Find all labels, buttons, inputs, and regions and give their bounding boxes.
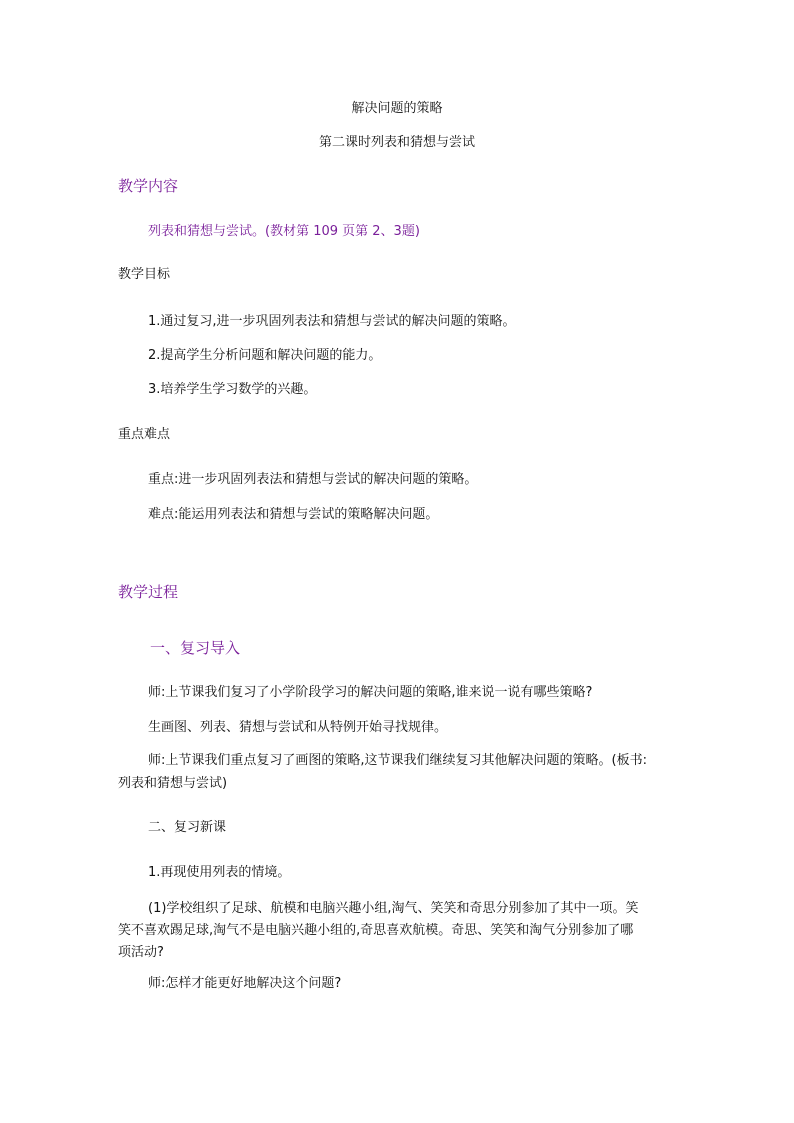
part2-heading: 二、复习新课 [148, 820, 227, 835]
part1-heading: 一、复习导入 [150, 639, 241, 657]
part2-item: 1.再现使用列表的情境。 [148, 865, 291, 880]
key-points-heading: 重点难点 [118, 427, 171, 442]
dialogue-line: 师:上节课我们重点复习了画图的策略,这节课我们继续复习其他解决问题的策略。(板书: [148, 753, 647, 768]
teaching-goals-heading: 教学目标 [118, 267, 171, 282]
difficult-point-text: 难点:能运用列表法和猜想与尝试的策略解决问题。 [148, 507, 439, 522]
document-title: 解决问题的策略 [351, 101, 443, 116]
document-subtitle: 第二课时列表和猜想与尝试 [318, 135, 475, 150]
problem-line: 笑不喜欢踢足球,淘气不是电脑兴趣小组的,奇思喜欢航模。奇思、笑笑和淘气分别参加了哪 [118, 923, 634, 938]
problem-line: (1)学校组织了足球、航模和电脑兴趣小组,淘气、笑笑和奇思分别参加了其中一项。笑 [148, 901, 639, 916]
goal-item: 3.培养学生学习数学的兴趣。 [148, 382, 317, 397]
dialogue-line: 生画图、列表、猜想与尝试和从特例开始寻找规律。 [148, 720, 448, 735]
problem-line: 项活动? [118, 945, 164, 960]
teaching-content-heading: 教学内容 [118, 177, 179, 195]
dialogue-line: 列表和猜想与尝试) [118, 776, 228, 791]
goal-item: 2.提高学生分析问题和解决问题的能力。 [148, 348, 382, 363]
teacher-question: 师:怎样才能更好地解决这个问题? [148, 976, 342, 991]
goal-item: 1.通过复习,进一步巩固列表法和猜想与尝试的解决问题的策略。 [148, 314, 516, 329]
dialogue-line: 师:上节课我们复习了小学阶段学习的解决问题的策略,谁来说一说有哪些策略? [148, 685, 593, 700]
teaching-process-heading: 教学过程 [118, 583, 179, 601]
key-point-text: 重点:进一步巩固列表法和猜想与尝试的解决问题的策略。 [148, 472, 478, 487]
teaching-content-text: 列表和猜想与尝试。(教材第 109 页第 2、3题) [148, 224, 420, 239]
